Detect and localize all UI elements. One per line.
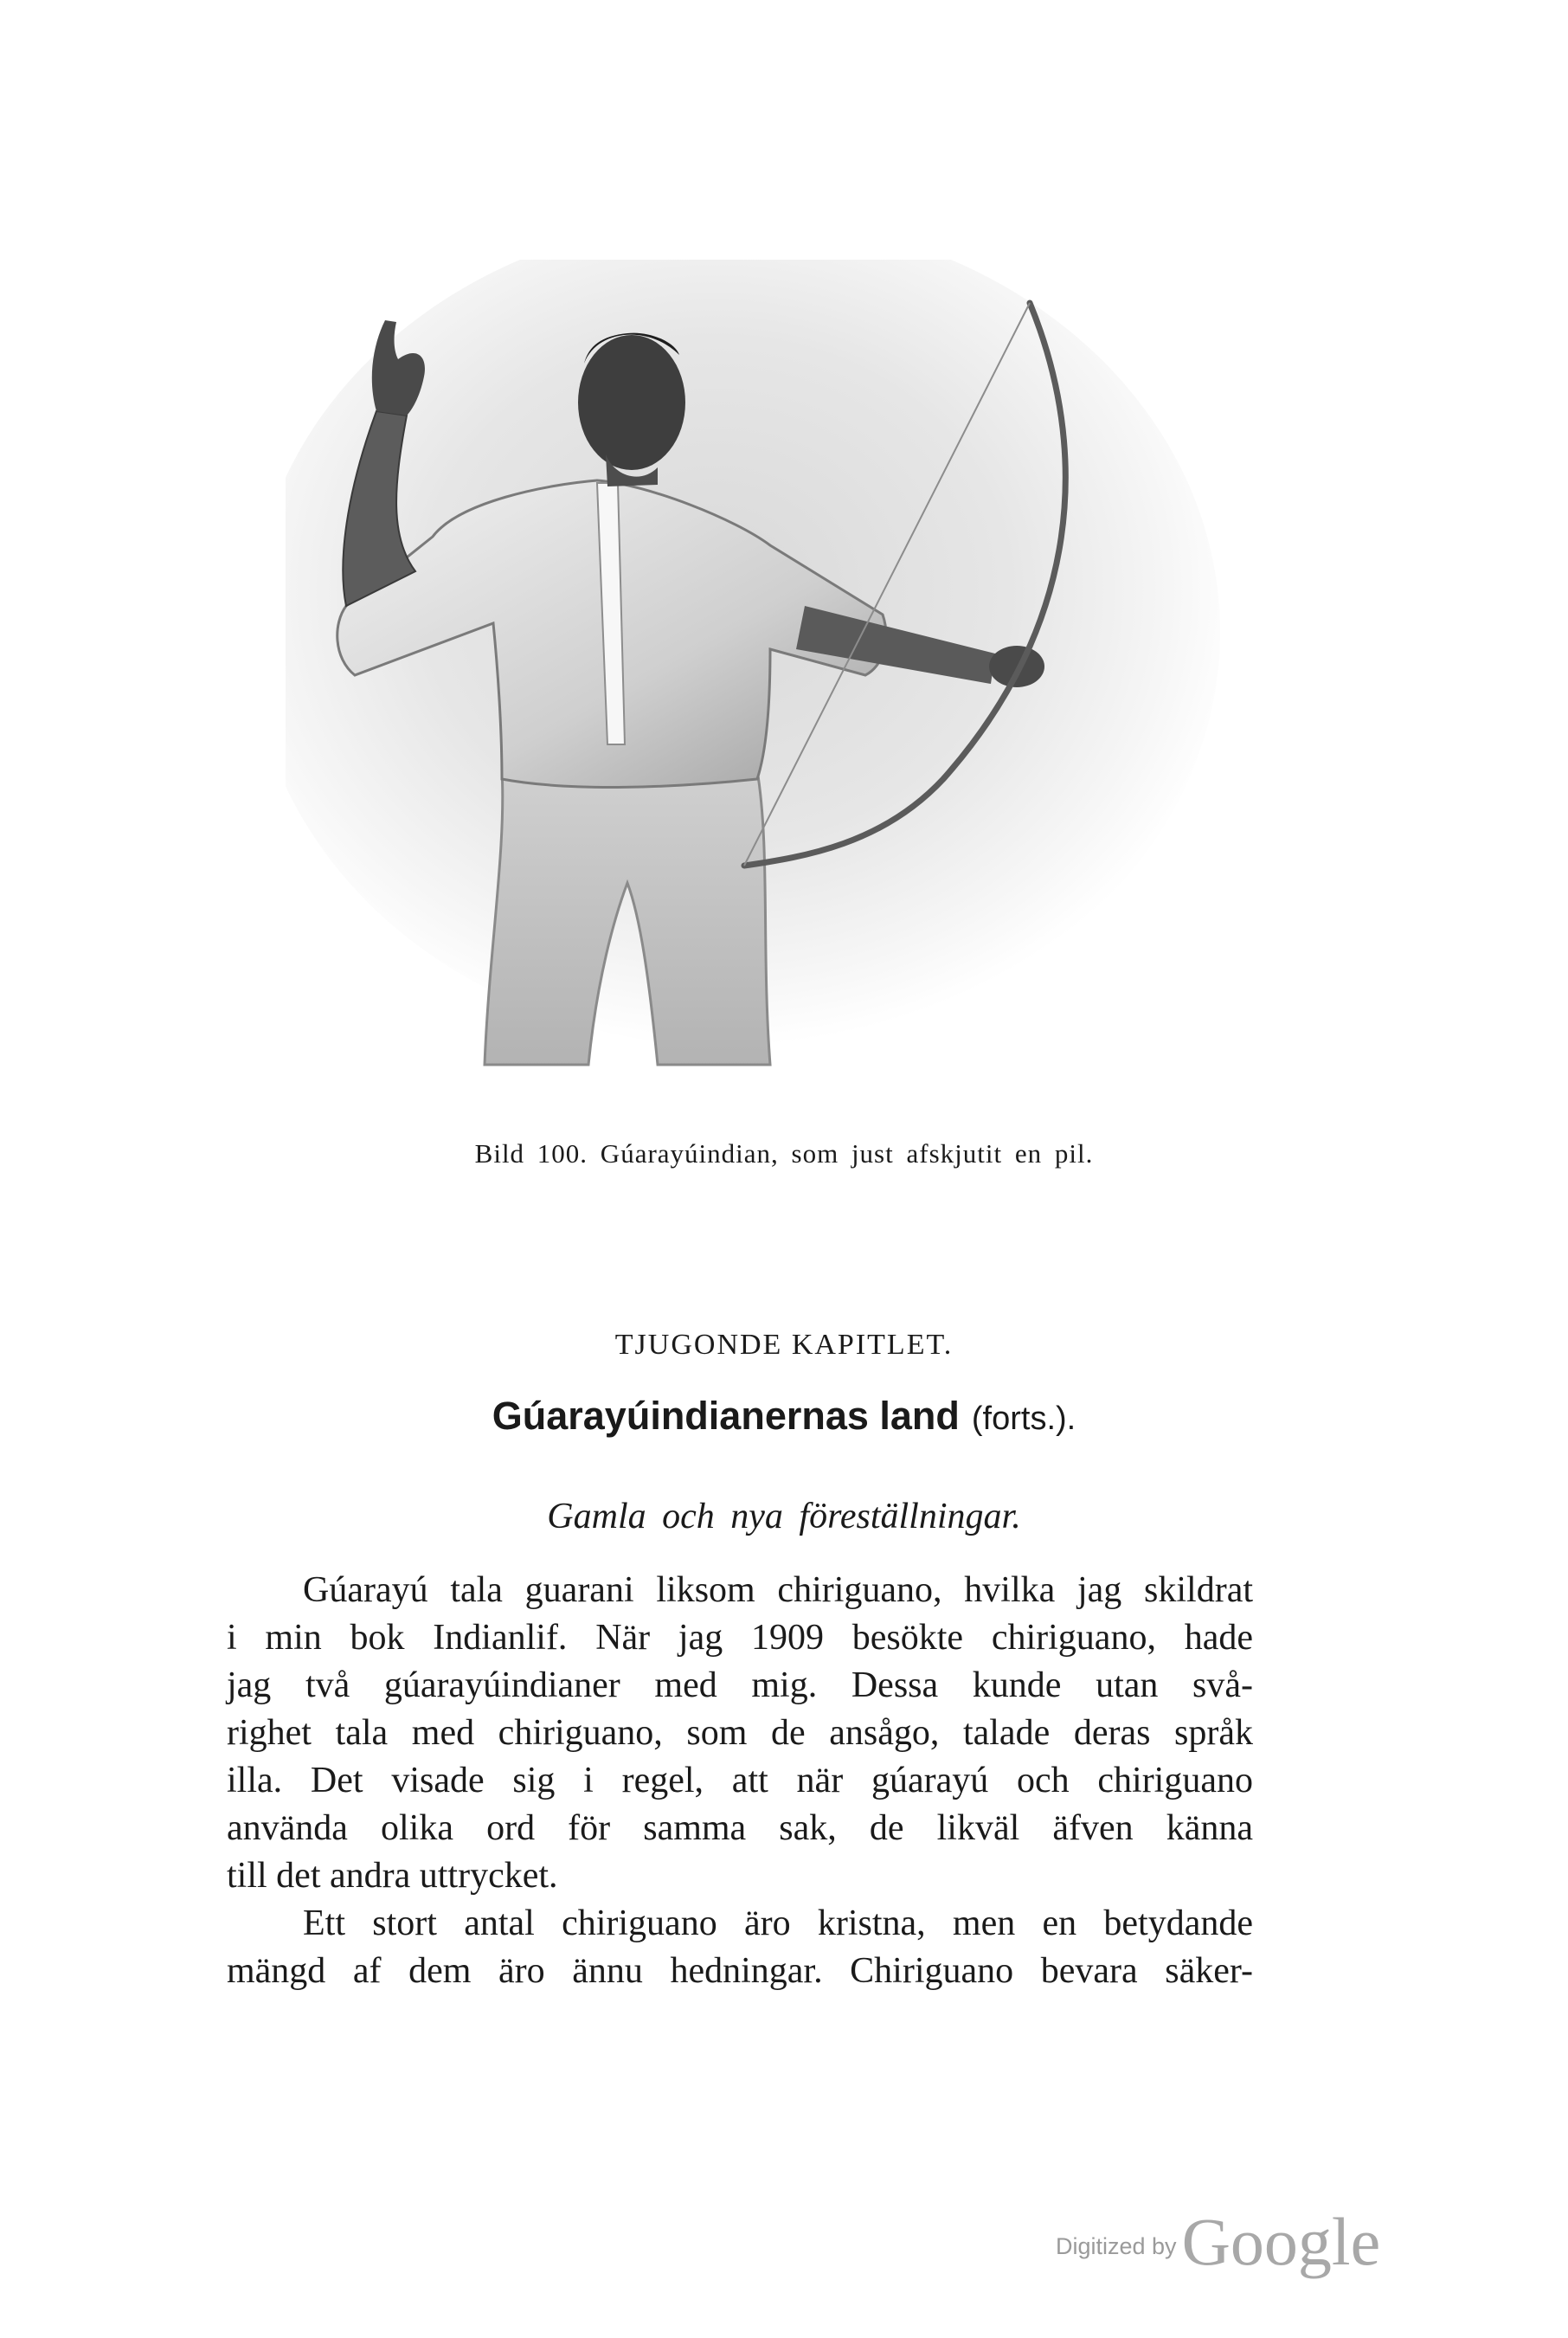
chapter-label: TJUGONDE KAPITLET. (614, 1329, 954, 1361)
head (578, 335, 685, 470)
archer-photograph (286, 260, 1255, 1073)
text-line: jag två gúarayúindianer med mig. Dessa kunde utan svå- (227, 1665, 1253, 1705)
digitized-watermark (1056, 2203, 1380, 2281)
text-line: i min bok Indianlif. När jag 1909 besökte chiriguano, hade (227, 1618, 1253, 1658)
text-line: righet tala med chiriguano, som de ansågo, talade deras språk (227, 1713, 1253, 1753)
google-logo-icon: Google (1181, 2204, 1381, 2279)
text-line: Ett stort antal chiriguano äro kristna, men en betydande (303, 1903, 1253, 1943)
paragraph (227, 1900, 1253, 1995)
chapter-subtitle: Gamla och nya föreställningar. (547, 1497, 1021, 1536)
paragraph (227, 1567, 1253, 1900)
figure-caption: Bild 100. Gúarayúindian, som just afskjutit en pil. (474, 1138, 1094, 1169)
bow-hand (989, 646, 1044, 687)
text-line: illa. Det visade sig i regel, att när gúarayú och chiriguano (227, 1761, 1253, 1800)
text-line: till det andra uttrycket. (227, 1856, 558, 1896)
text-line: Gúarayú tala guarani liksom chiriguano, hvilka jag skildrat (303, 1570, 1253, 1610)
chapter-title-note: (forts.). (971, 1401, 1076, 1437)
text-line: använda olika ord för samma sak, de likväl äfven känna (227, 1808, 1253, 1848)
body-text (227, 1567, 1253, 1995)
text-line: mängd af dem äro ännu hedningar. Chiriguano bevara säker- (227, 1951, 1253, 1991)
chapter-title-main: Gúarayúindianernas land (492, 1394, 960, 1438)
chapter-title (0, 1394, 1568, 1439)
watermark-prefix: Digitized by (1056, 2233, 1177, 2259)
